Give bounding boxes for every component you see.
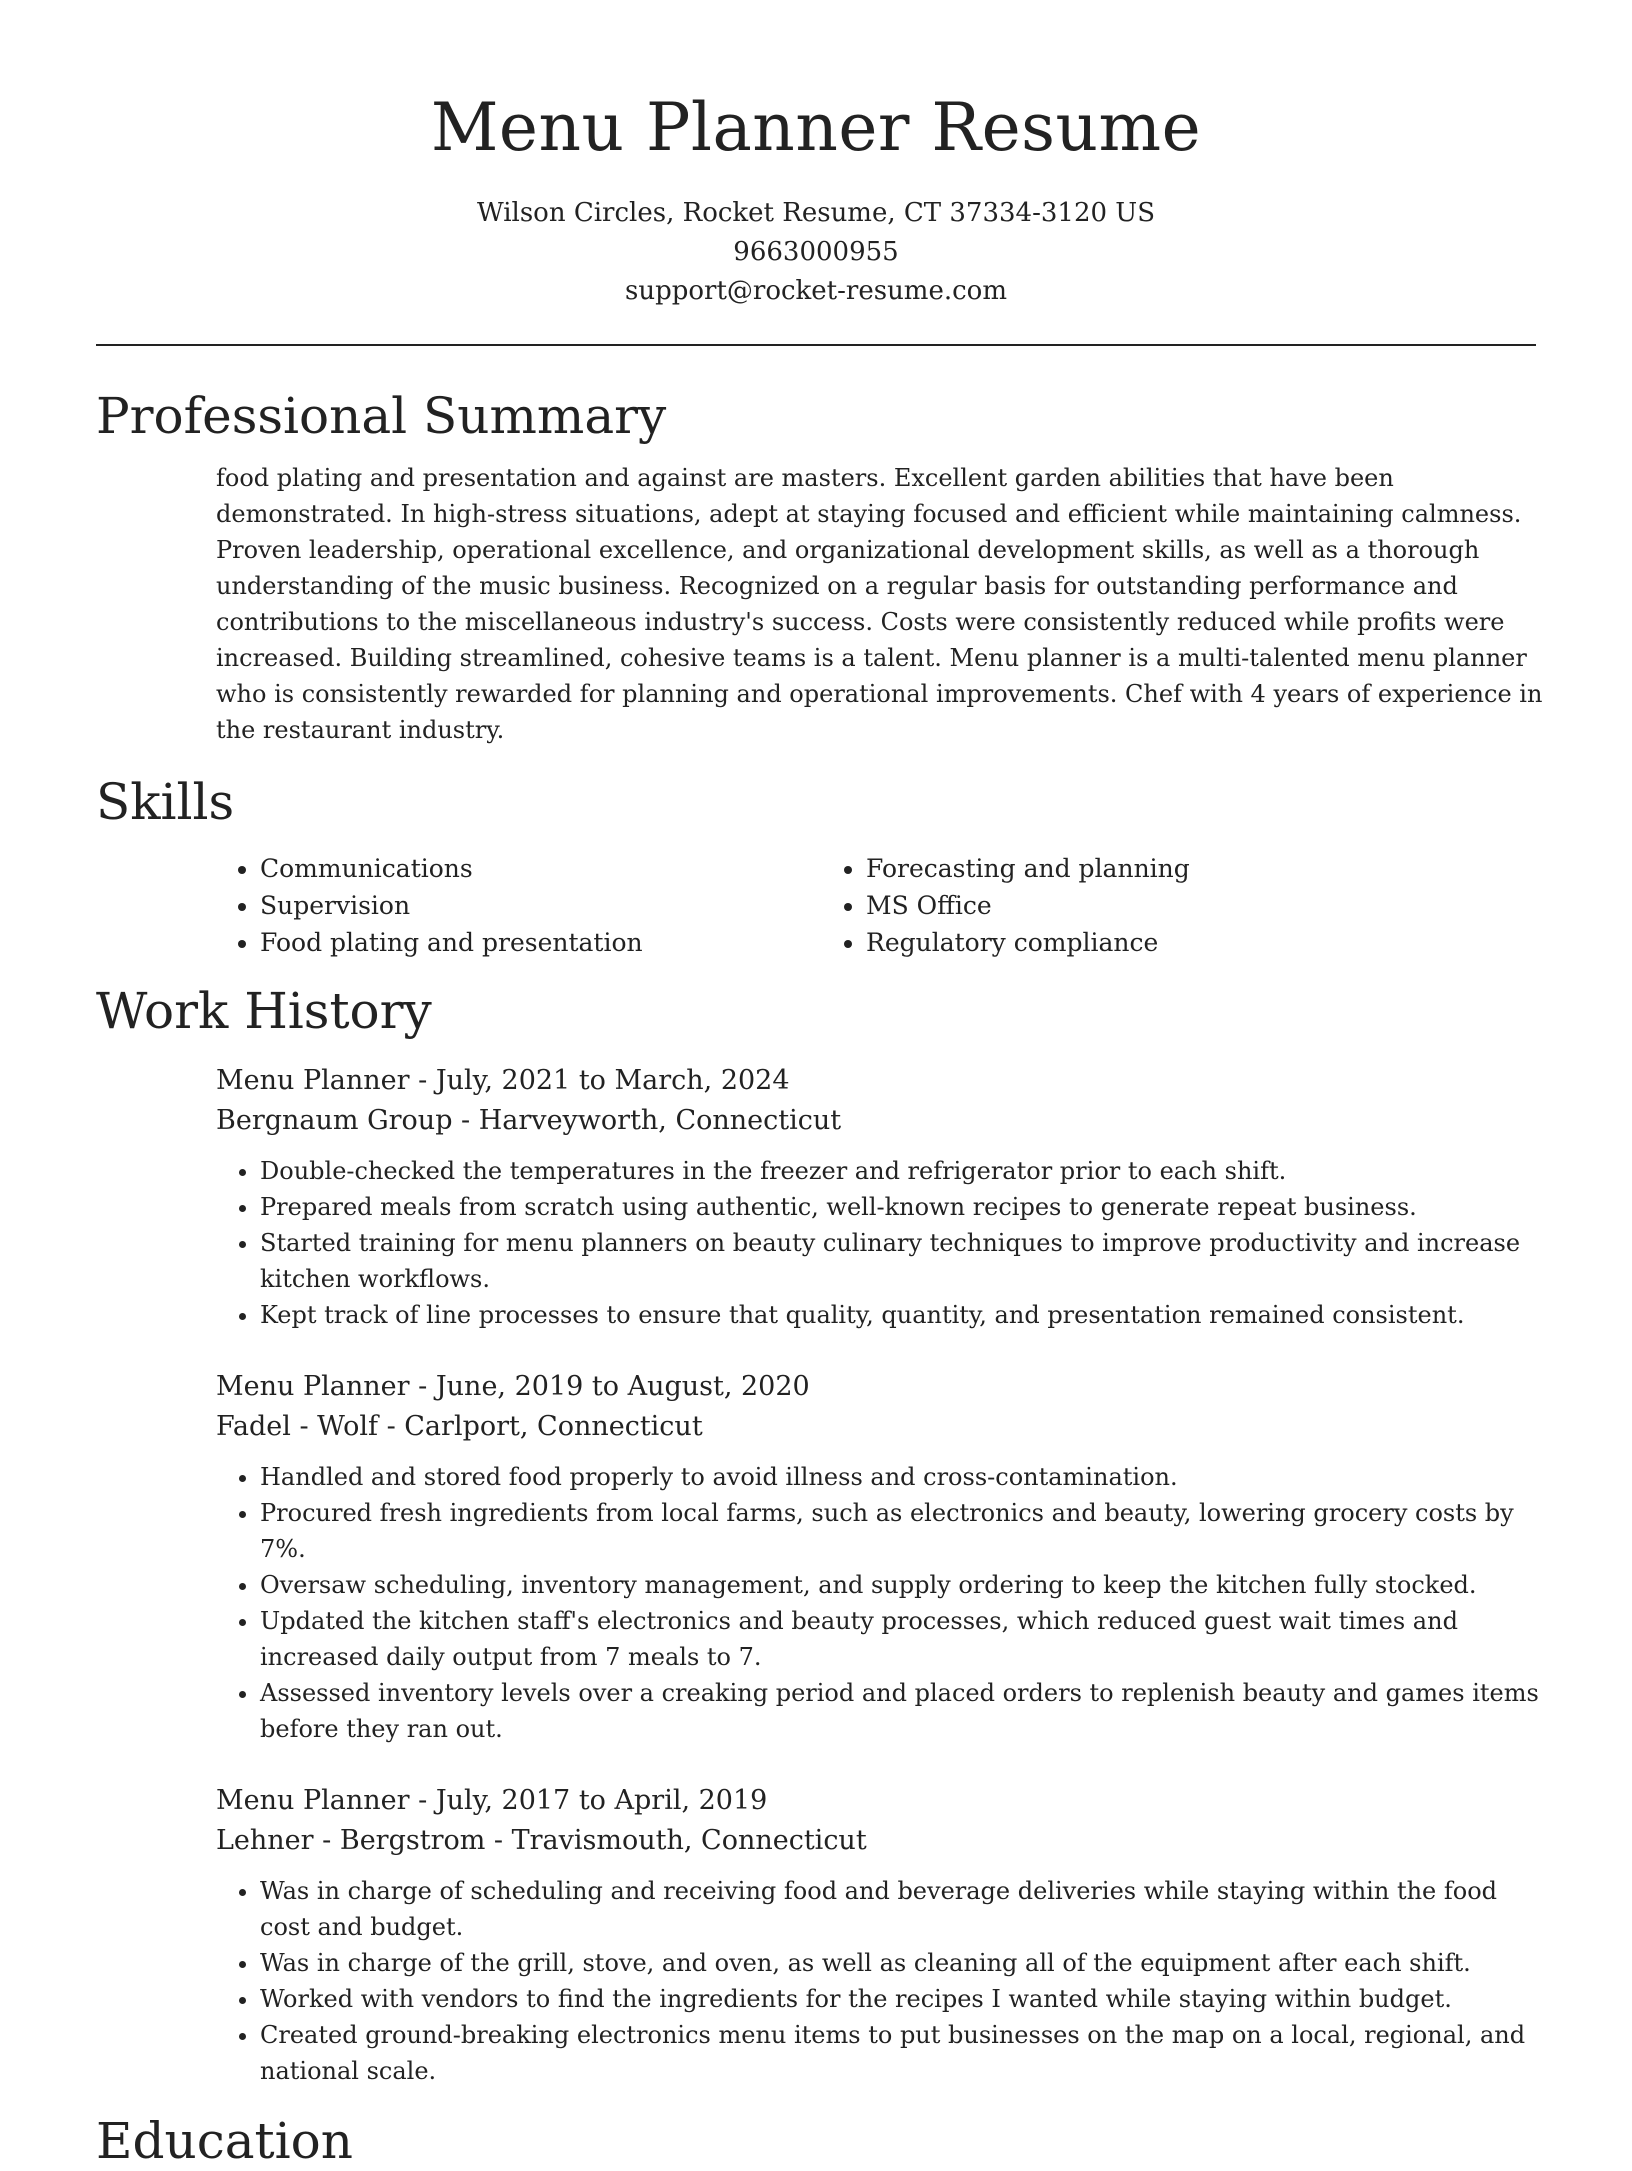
job-bullet: • Updated the kitchen staff's electronics and beauty processes, which reduced guest wait times and increased daily output from 7 meals to 7. xyxy=(260,1603,1546,1675)
job-bullets xyxy=(216,1153,1546,1333)
skill-item: • Communications xyxy=(260,850,822,887)
job-bullet: • Assessed inventory levels over a creaking period and placed orders to replenish beauty and games items before they ran out. xyxy=(260,1675,1546,1747)
job-bullet: • Was in charge of scheduling and receiving food and beverage deliveries while staying within the food cost and budget. xyxy=(260,1873,1546,1945)
job-company-location: Fadel - Wolf - Carlport, Connecticut xyxy=(216,1411,703,1442)
resume-header xyxy=(96,0,1536,311)
job-bullet: • Handled and stored food properly to avoid illness and cross-contamination. xyxy=(260,1459,1546,1495)
job-entry xyxy=(216,1061,1546,1333)
summary-heading: Professional Summary xyxy=(96,387,667,445)
contact-address: Wilson Circles, Rocket Resume, CT 37334-3120 US xyxy=(476,198,1156,228)
contact-info xyxy=(96,194,1536,311)
job-bullets xyxy=(216,1459,1546,1747)
contact-phone: 9663000955 xyxy=(733,237,899,267)
job-title-dates: Menu Planner - June, 2019 to August, 2020 xyxy=(216,1371,810,1402)
job-bullet: • Double-checked the temperatures in the freezer and refrigerator prior to each shift. xyxy=(260,1153,1546,1189)
summary-text: food plating and presentation and against are masters. Excellent garden abilities that have been demonstrated. In high-stress situations, adept at staying focused and efficient while maintaining calmness. Proven leadership, operational excellence, and organizational development skills, as well as a thorough understanding of the music business. Recognized on a regular basis for outstanding performance and contributions to the miscellaneous industry's success. Costs were consistently reduced while profits were increased. Building streamlined, cohesive teams is a talent. Menu planner is a multi-talented menu planner who is consistently rewarded for planning and operational improvements. Chef with 4 years of experience in the restaurant industry. xyxy=(216,464,1543,744)
job-entry xyxy=(216,1367,1546,1747)
job-company-location: Bergnaum Group - Harveyworth, Connecticut xyxy=(216,1105,842,1136)
skills-heading: Skills xyxy=(96,773,235,831)
resume-title: Menu Planner Resume xyxy=(430,89,1202,166)
job-bullet: • Started training for menu planners on beauty culinary techniques to improve productivity and increase kitchen workflows. xyxy=(260,1225,1546,1297)
job-bullet: • Prepared meals from scratch using authentic, well-known recipes to generate repeat business. xyxy=(260,1189,1546,1225)
job-bullet: • Oversaw scheduling, inventory management, and supply ordering to keep the kitchen fully stocked. xyxy=(260,1567,1546,1603)
skill-item: • MS Office xyxy=(866,887,1422,924)
skills-list xyxy=(216,850,1546,961)
job-bullets xyxy=(216,1873,1546,2089)
job-bullet: • Kept track of line processes to ensure that quality, quantity, and presentation remained consistent. xyxy=(260,1297,1546,1333)
skill-item: • Regulatory compliance xyxy=(866,924,1422,961)
skill-item: • Food plating and presentation xyxy=(260,924,822,961)
skill-item: • Forecasting and planning xyxy=(866,850,1422,887)
contact-email: support@rocket-resume.com xyxy=(624,276,1007,306)
job-bullet: • Was in charge of the grill, stove, and oven, as well as cleaning all of the equipment after each shift. xyxy=(260,1945,1546,1981)
job-entry xyxy=(216,1781,1546,2089)
education-heading: Education xyxy=(96,2112,353,2170)
job-bullet: • Created ground-breaking electronics menu items to put businesses on the map on a local, regional, and national scale. xyxy=(260,2017,1546,2089)
header-divider xyxy=(96,344,1536,346)
job-title-dates: Menu Planner - July, 2017 to April, 2019 xyxy=(216,1785,768,1816)
resume-page xyxy=(96,0,1543,2171)
skill-item: • Supervision xyxy=(260,887,822,924)
job-title-dates: Menu Planner - July, 2021 to March, 2024 xyxy=(216,1065,790,1096)
job-company-location: Lehner - Bergstrom - Travismouth, Connecticut xyxy=(216,1825,867,1856)
skills-column-1 xyxy=(216,850,822,961)
work-history-heading: Work History xyxy=(96,982,432,1040)
job-bullet: • Worked with vendors to find the ingredients for the recipes I wanted while staying within budget. xyxy=(260,1981,1546,2017)
skills-column-2 xyxy=(822,850,1422,961)
job-bullet: • Procured fresh ingredients from local farms, such as electronics and beauty, lowering grocery costs by 7%. xyxy=(260,1495,1546,1567)
